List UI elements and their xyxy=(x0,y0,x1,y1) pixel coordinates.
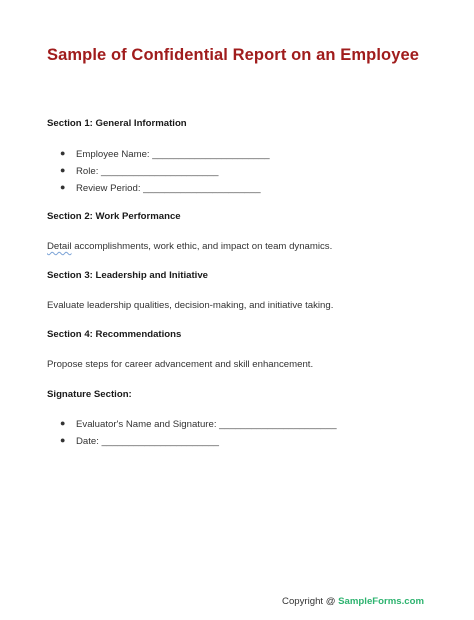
section-1-heading: Section 1: General Information xyxy=(47,118,187,129)
bullet-icon: ● xyxy=(60,182,66,192)
copyright-footer xyxy=(282,596,424,607)
brand-link[interactable]: SampleForms.com xyxy=(338,596,424,607)
signature-section-heading: Signature Section: xyxy=(47,389,132,400)
list-item xyxy=(60,419,337,436)
list-item xyxy=(60,183,270,200)
section-3-heading: Section 3: Leadership and Initiative xyxy=(47,270,208,281)
leadership-text: Evaluate leadership qualities, decision-making, and initiative taking. xyxy=(47,300,334,311)
bullet-icon: ● xyxy=(60,165,66,175)
review-period-field: Review Period: ______________________ xyxy=(76,183,261,194)
bullet-icon: ● xyxy=(60,148,66,158)
section-4-heading: Section 4: Recommendations xyxy=(47,329,182,340)
evaluator-signature-field: Evaluator's Name and Signature: ______________________ xyxy=(76,419,337,430)
signature-list xyxy=(60,419,337,453)
employee-name-field: Employee Name: ______________________ xyxy=(76,149,270,160)
date-field: Date: ______________________ xyxy=(76,436,219,447)
section-2-heading: Section 2: Work Performance xyxy=(47,211,181,222)
spellcheck-word: Detail xyxy=(47,241,72,252)
copyright-prefix: Copyright @ xyxy=(282,596,339,607)
list-item xyxy=(60,149,270,166)
list-item xyxy=(60,166,270,183)
work-performance-text xyxy=(47,241,332,252)
role-field: Role: ______________________ xyxy=(76,166,219,177)
general-info-list xyxy=(60,149,270,200)
work-performance-text-rest: accomplishments, work ethic, and impact on team dynamics. xyxy=(71,241,333,252)
recommendations-text: Propose steps for career advancement and skill enhancement. xyxy=(47,359,314,370)
list-item xyxy=(60,436,337,453)
bullet-icon: ● xyxy=(60,418,66,428)
bullet-icon: ● xyxy=(60,435,66,445)
document-title: Sample of Confidential Report on an Employee xyxy=(47,46,420,64)
